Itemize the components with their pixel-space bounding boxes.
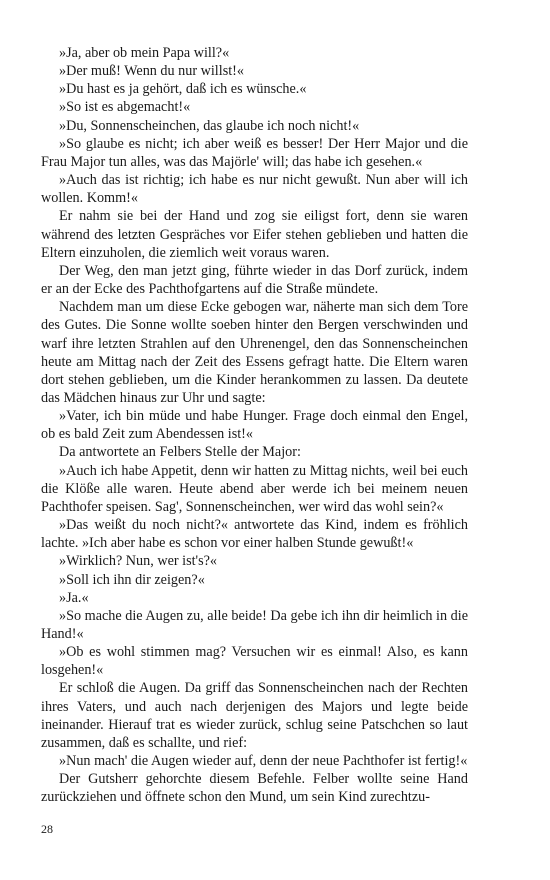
page-body [41, 44, 468, 807]
paragraph: Der Weg, den man jetzt ging, führte wieder in das Dorf zurück, indem er an der Ecke des Pachthofgartens auf die Straße mündete. [41, 262, 468, 298]
paragraph: »Das weißt du noch nicht?« antwortete das Kind, indem es fröhlich lachte. »Ich aber habe es schon vor einer halben Stunde gewußt!« [41, 517, 468, 552]
paragraph: Da antwortete an Felbers Stelle der Major: [59, 444, 301, 461]
paragraph: »Der muß! Wenn du nur willst!« [59, 63, 244, 80]
paragraph: »Auch das ist richtig; ich habe es nur nicht gewußt. Nun aber will ich wollen. Komm!« [41, 172, 468, 207]
paragraph: Er nahm sie bei der Hand und zog sie eiligst fort, denn sie waren während des letzten Gespräches vor Eifer stehen geblieben und hatten die Eltern einzuholen, die ziemlich weit voraus waren. [41, 208, 468, 261]
page-number: 28 [41, 822, 53, 836]
paragraph: »Du, Sonnenscheinchen, das glaube ich noch nicht!« [59, 117, 360, 134]
paragraph: »Wirklich? Nun, wer ist's?« [59, 553, 218, 570]
paragraph: »Nun mach' die Augen wieder auf, denn der neue Pachthofer ist fertig!« [59, 753, 468, 770]
paragraph: »Vater, ich bin müde und habe Hunger. Frage doch einmal den Engel, ob es bald Zeit zum Abendessen ist!« [41, 408, 468, 443]
paragraph: »So glaube es nicht; ich aber weiß es besser! Der Herr Major und die Frau Major tun alles, was das Majörle' will; das habe ich gesehen.« [41, 135, 468, 170]
paragraph: »Du hast es ja gehört, daß ich es wünsche.« [59, 81, 307, 98]
paragraph: »Auch ich habe Appetit, denn wir hatten zu Mittag nichts, weil bei euch die Klöße alle waren. Heute abend aber werde ich bei meinem neuen Pachthofer speisen. Sag', Sonnenscheinchen, wer wird das wohl sein?« [41, 462, 468, 515]
paragraph: »So mache die Augen zu, alle beide! Da gebe ich ihn dir heimlich in die Hand!« [41, 607, 468, 642]
paragraph: »Ja.« [59, 589, 89, 606]
paragraph: »Soll ich ihn dir zeigen?« [59, 571, 205, 588]
paragraph: »Ja, aber ob mein Papa will?« [59, 45, 230, 61]
paragraph: Er schloß die Augen. Da griff das Sonnenscheinchen nach der Rechten ihres Vaters, und auch nach derjenigen des Majors und legte beide ineinander. Hierauf trat es wieder zurück, schlug seine Patschchen so laut zusammen, daß es schallte, und rief: [41, 680, 468, 751]
paragraph: »So ist es abgemacht!« [59, 99, 191, 116]
paragraph: »Ob es wohl stimmen mag? Versuchen wir es einmal! Also, es kann losgehen!« [41, 644, 468, 679]
paragraph: Der Gutsherr gehorchte diesem Befehle. Felber wollte seine Hand zurückziehen und öffnete schon den Mund, um sein Kind zurechtzu- [41, 771, 468, 806]
paragraph: Nachdem man um diese Ecke gebogen war, näherte man sich dem Tore des Gutes. Die Sonne wollte soeben hinter den Bergen verschwinden und warf ihre letzten Strahlen auf den Uhrenengel, den das Sonnenscheinchen heute am Mittag nach der Zeit des Essens gefragt hatte. Die Eltern waren dort stehen geblieben, um die Kinder herankommen zu lassen. Da deutete das Mädchen hinaus zur Uhr und sagte: [41, 299, 468, 406]
